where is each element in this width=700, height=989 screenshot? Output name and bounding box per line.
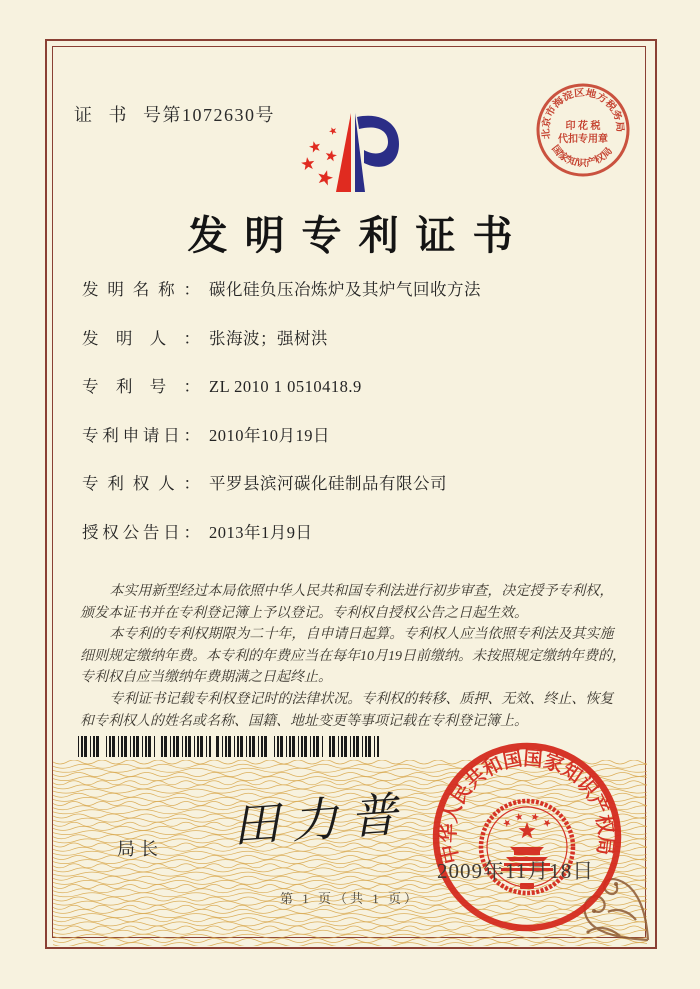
tax-stamp-bottom-text: 国家知识产权局 (549, 143, 615, 170)
field-label: 授 权 公 告 日 ： (82, 522, 200, 542)
field-patent-number (82, 373, 627, 422)
svg-text:国家知识产权局 (549, 143, 615, 170)
field-inventor (82, 325, 627, 374)
field-label: 专 利 号 ： (82, 377, 200, 397)
tax-stamp-center-line1: 印 花 税 (565, 121, 601, 132)
tax-stamp-icon (533, 80, 633, 180)
field-list (82, 276, 627, 568)
seal-ring-text: 中华人民共和国国家知识产权局 (437, 747, 617, 866)
official-seal-icon (427, 737, 627, 937)
field-filing-date (82, 422, 627, 471)
legal-text (80, 581, 627, 732)
page-footer: 第 1 页（共 1 页） (279, 891, 420, 906)
field-invention-name (82, 276, 627, 325)
field-label: 发 明 名 称 ： (82, 280, 200, 299)
field-patentee (82, 470, 627, 519)
field-value: 碳化硅负压冶炼炉及其炉气回收方法 (209, 280, 481, 299)
cnipa-patent-logo-icon (280, 100, 430, 210)
director-title: 局长 (117, 839, 163, 859)
certificate-title: 发明专利证书 (187, 213, 530, 258)
director-signature: 田力普 (230, 788, 411, 854)
field-label: 专 利 申 请 日 ： (82, 425, 200, 445)
legal-paragraph-2: 本专利的专利权期限为二十年，自申请日起算。专利权人应当依照专利法及其实施细则规定缴纳年费。本专利的年费应当在每年10月19日前缴纳。未按照规定缴纳年费的，专利权自应当缴纳年费期满之日起终止。 (80, 627, 626, 686)
field-value: 张海波；强树洪 (209, 328, 328, 348)
seal-date: 2009年11月18日 (437, 859, 595, 883)
legal-paragraph-3: 专利证书记载专利权登记时的法律状况。专利权的转移、质押、无效、终止、恢复和专利权人的姓名或名称、国籍、地址变更等事项记载在专利登记簿上。 (80, 691, 614, 729)
field-label: 发 明 人 ： (82, 328, 200, 348)
field-grant-date (82, 519, 627, 568)
barcode (78, 736, 390, 757)
tax-stamp-top-text: 北京市海淀区地方税务局 (541, 88, 625, 140)
field-value: 平罗县滨河碳化硅制品有限公司 (209, 474, 447, 494)
legal-paragraph-1: 本实用新型经过本局依照中华人民共和国专利法进行初步审查，决定授予专利权，颁发本证书并在专利登记簿上予以登记。专利权自授权公告之日起生效。 (80, 584, 614, 621)
tax-stamp-center-line2: 代扣专用章 (558, 134, 608, 145)
field-label: 专 利 权 人 ： (82, 474, 200, 494)
field-value: ZL 2010 1 0510418.9 (209, 377, 362, 397)
certificate-number: 证 书 号第1072630号 (74, 105, 275, 125)
field-value: 2010年10月19日 (209, 425, 330, 445)
field-value: 2013年1月9日 (209, 522, 313, 542)
